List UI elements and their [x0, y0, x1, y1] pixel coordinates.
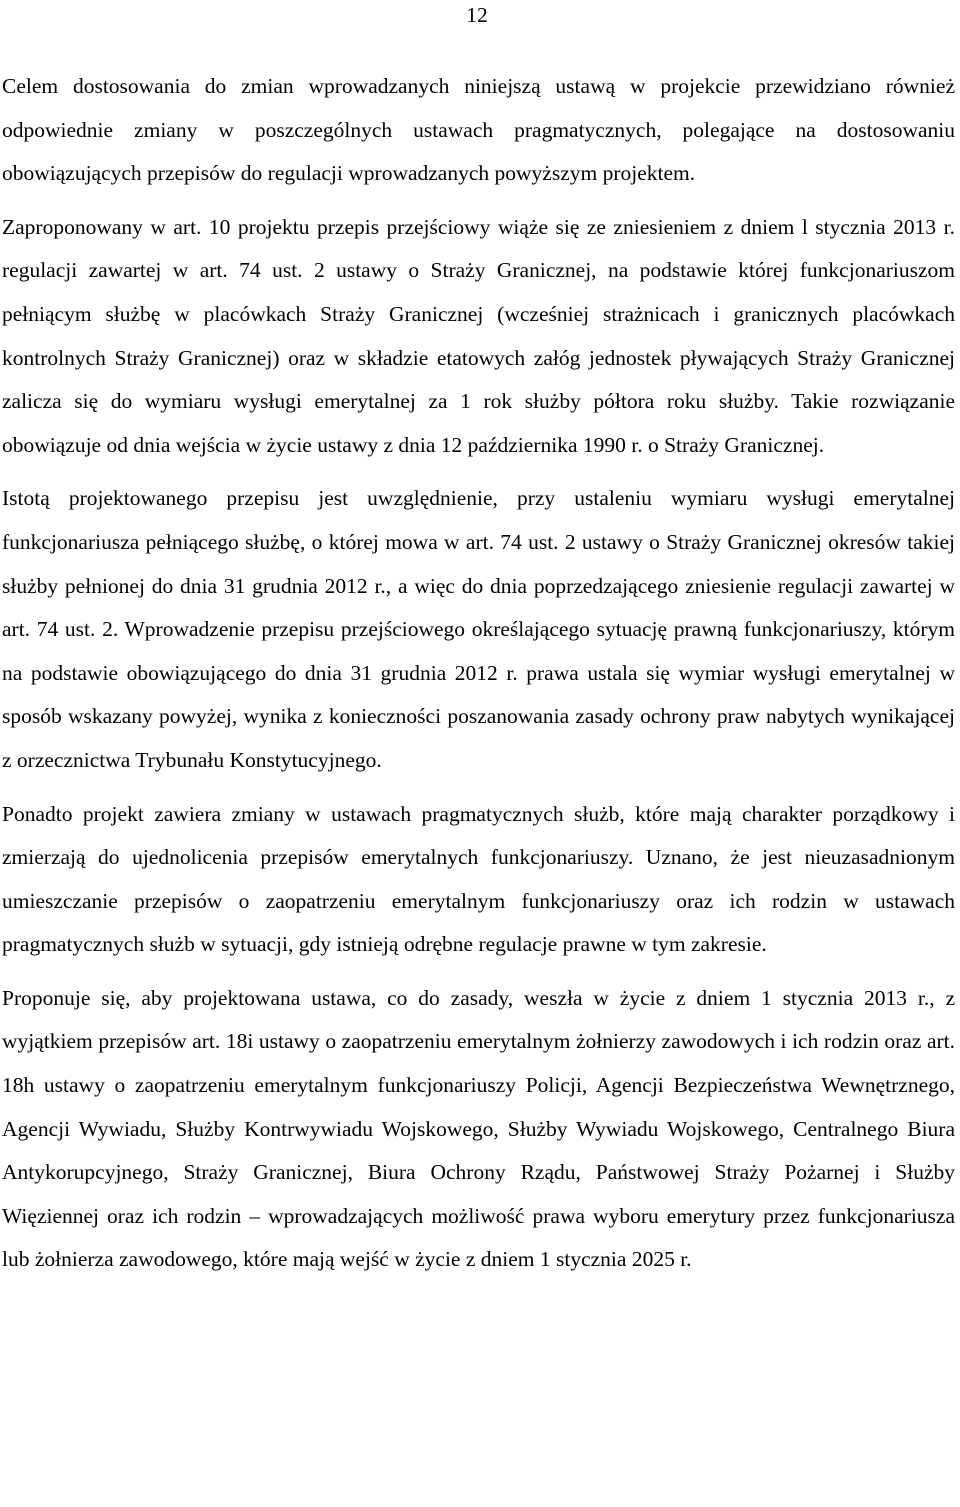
paragraph-adaptation: Celem dostosowania do zmian wprowadzanych niniejszą ustawą w projekcie przewidziano również odpowiednie zmiany w poszczególnych ustawach pragmatycznych, polegające na dostosowaniu obowiązujących przepisów do regulacji wprowadzanych powyższym projektem. — [2, 74, 955, 186]
paragraph-pragmatic-acts: Ponadto projekt zawiera zmiany w ustawach pragmatycznych służb, które mają charakter porządkowy i zmierzają do ujednolicenia przepisów emerytalnych funkcjonariuszy. Uznano, że jest nieuzasadnionym umieszczanie przepisów o zaopatrzeniu emerytalnym funkcjonariuszy oraz ich rodzin w ustawach pragmatycznych służb w sytuacji, gdy istnieją odrębne regulacje prawne w tym zakresie. — [2, 801, 955, 957]
page-number: 12 — [466, 3, 488, 27]
paragraph-transitional-provision: Zaproponowany w art. 10 projektu przepis przejściowy wiąże się ze zniesieniem z dniem l stycznia 2013 r. regulacji zawartej w art. 74 ust. 2 ustawy o Straży Granicznej, na podstawie której funkcjonariuszom pełniącym służbę w placówkach Straży Granicznej (wcześniej strażnicach i granicznych placówkach kontrolnych Straży Granicznej) oraz w składzie etatowych załóg jednostek pływających Straży Granicznej zalicza się do wymiaru wysługi emerytalnej za 1 rok służby półtora roku służby. Takie rozwiązanie obowiązuje od dnia wejścia w życie ustawy z dnia 12 października 1990 r. o Straży Granicznej. — [2, 214, 955, 457]
paragraph-entry-into-force: Proponuje się, aby projektowana ustawa, co do zasady, weszła w życie z dniem 1 stycznia 2013 r., z wyjątkiem przepisów art. 18i ustawy o zaopatrzeniu emerytalnym żołnierzy zawodowych i ich rodzin oraz art. 18h ustawy o zaopatrzeniu emerytalnym funkcjonariuszy Policji, Agencji Bezpieczeństwa Wewnętrznego, Agencji Wywiadu, Służby Kontrwywiadu Wojskowego, Służby Wywiadu Wojskowego, Centralnego Biura Antykorupcyjnego, Straży Granicznej, Biura Ochrony Rządu, Państwowej Straży Pożarnej i Służby Więziennej oraz ich rodzin – wprowadzających możliwość prawa wyboru emerytury przez funkcjonariusza lub żołnierza zawodowego, które mają wejść w życie z dniem 1 stycznia 2025 r. — [2, 985, 955, 1272]
document-body — [2, 65, 955, 1292]
paragraph-essence-of-provision: Istotą projektowanego przepisu jest uwzględnienie, przy ustaleniu wymiaru wysługi emerytalnej funkcjonariusza pełniącego służbę, o której mowa w art. 74 ust. 2 ustawy o Straży Granicznej okresów takiej służby pełnionej do dnia 31 grudnia 2012 r., a więc do dnia poprzedzającego zniesienie regulacji zawartej w art. 74 ust. 2. Wprowadzenie przepisu przejściowego określającego sytuację prawną funkcjonariuszy, którym na podstawie obowiązującego do dnia 31 grudnia 2012 r. prawa ustala się wymiar wysługi emerytalnej w sposób wskazany powyżej, wynika z konieczności poszanowania zasady ochrony praw nabytych wynikającej z orzecznictwa Trybunału Konstytucyjnego. — [2, 486, 955, 772]
